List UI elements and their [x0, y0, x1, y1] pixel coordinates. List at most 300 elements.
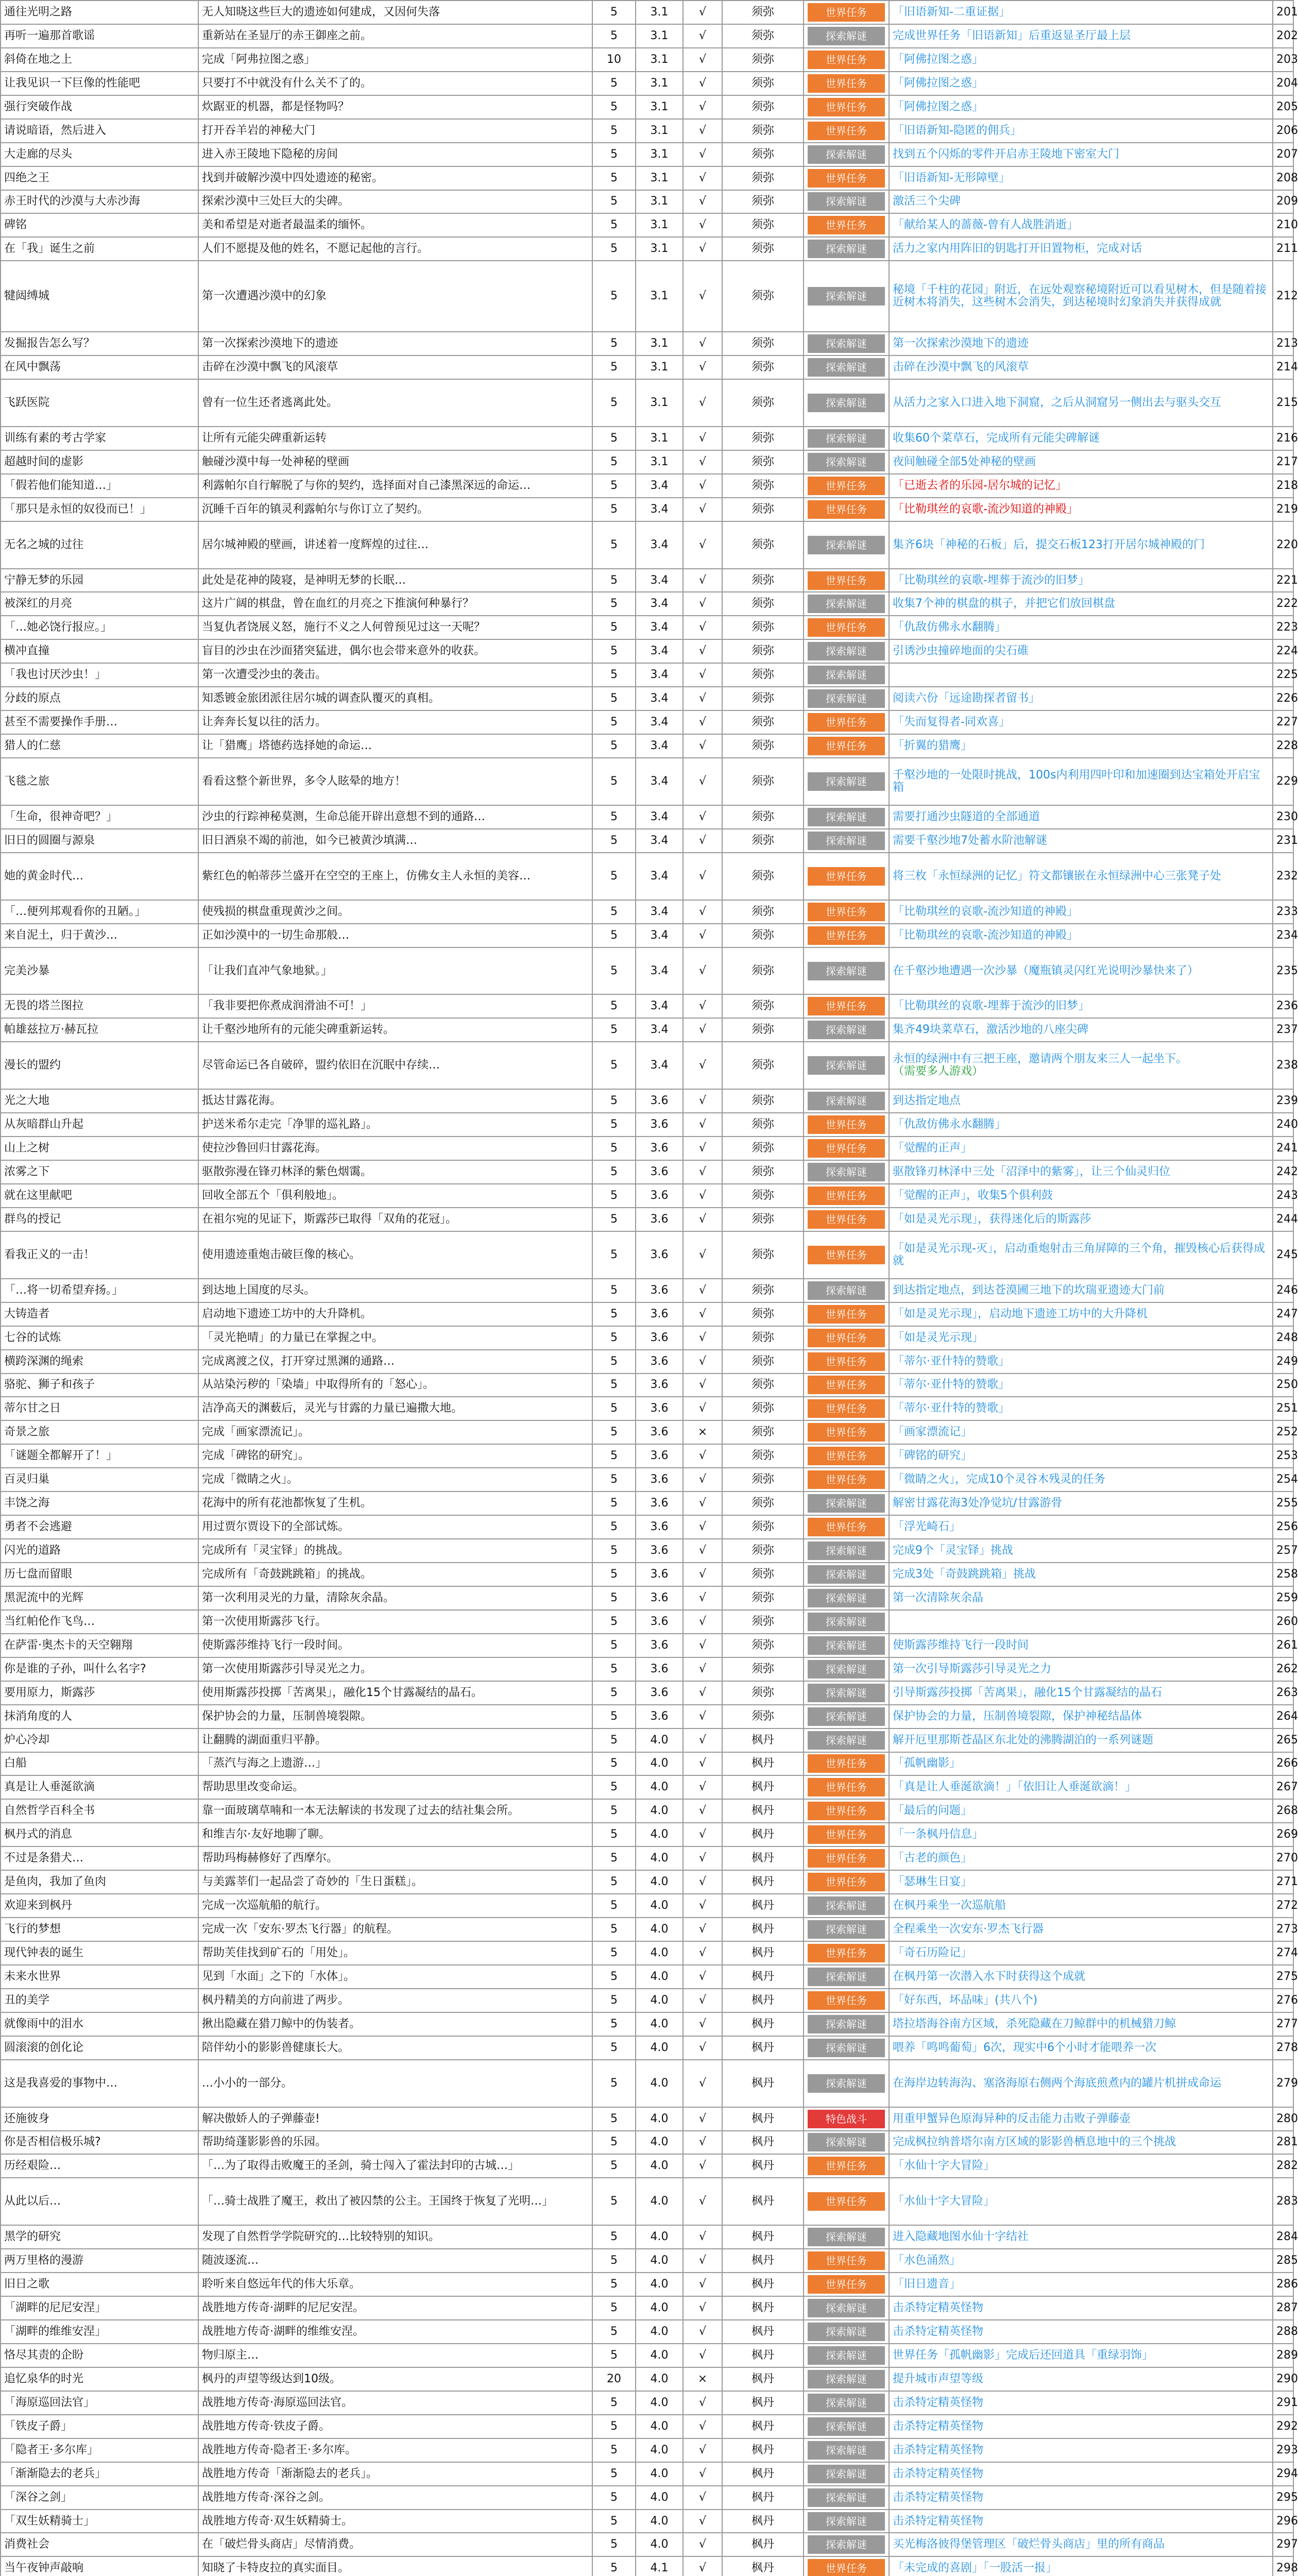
completion-hint-cell: [889, 474, 1273, 498]
achievement-description: 盲目的沙虫在沙面猪突猛进，偶尔也会带来意外的收获。: [198, 639, 592, 663]
achievement-description: 发现了自然哲学学院研究的…比较特别的知识。: [198, 2225, 592, 2249]
completion-mark: √: [683, 1563, 722, 1586]
region-name: 须弥: [722, 1539, 804, 1563]
achievement-description: 打开吞羊岩的神秘大门: [198, 119, 592, 143]
achievement-description: 美和希望是对逝者最温柔的缅怀。: [198, 213, 592, 237]
achievement-description: 帮助玛梅赫修好了西摩尔。: [198, 1846, 592, 1870]
category-badge: 世界任务: [808, 1991, 885, 2010]
game-version: 4.0: [636, 2391, 683, 2415]
achievement-name: 再听一遍那首歌谣: [1, 24, 198, 48]
achievement-description: 让奔奔长复以往的活力。: [198, 710, 592, 734]
category-cell: [804, 2391, 889, 2415]
achievement-name: 无名之城的过往: [1, 521, 198, 569]
completion-hint-cell: [889, 190, 1273, 214]
completion-hint: 完成枫拉纳普塔尔南方区域的影影兽栖息地中的三个挑战: [893, 2136, 1176, 2149]
primogem-count: 5: [592, 1870, 636, 1894]
achievement-description: 击碎在沙漠中飘飞的风滚草: [198, 355, 592, 379]
completion-mark: √: [683, 805, 722, 829]
primogem-count: 5: [592, 1515, 636, 1539]
region-name: 须弥: [722, 1231, 804, 1279]
region-name: 枫丹: [722, 2249, 804, 2273]
row-index: 240: [1273, 1113, 1293, 1137]
achievement-name: 「生命，很神奇吧？」: [1, 805, 198, 829]
region-name: 须弥: [722, 474, 804, 498]
category-cell: [804, 1326, 889, 1350]
completion-hint-cell: [889, 1492, 1273, 1515]
primogem-count: 5: [592, 1397, 636, 1420]
category-badge: 探索解谜: [808, 1731, 885, 1750]
category-cell: [804, 2225, 889, 2249]
game-version: 3.4: [636, 498, 683, 521]
region-name: 须弥: [722, 1374, 804, 1397]
achievement-name: 自然哲学百科全书: [1, 1799, 198, 1823]
completion-mark: √: [683, 2344, 722, 2367]
game-version: 3.1: [636, 48, 683, 72]
category-badge: 探索解谜: [808, 2133, 885, 2151]
achievement-name: 你是否相信极乐城?: [1, 2131, 198, 2155]
achievement-row: [1, 2367, 1293, 2391]
achievement-name: 当红帕伦作飞鸟…: [1, 1610, 198, 1634]
achievement-row: [1, 2296, 1293, 2320]
row-index: 209: [1273, 190, 1293, 214]
category-badge: 探索解谜: [808, 2512, 885, 2531]
category-badge: 探索解谜: [808, 1021, 885, 1039]
achievement-name: 群鸟的授记: [1, 1208, 198, 1231]
completion-hint: 喂养「鸣鸣葡萄」6次，现实中6个小时才能喂养一次: [893, 2041, 1156, 2054]
row-index: 223: [1273, 616, 1293, 639]
achievement-row: [1, 2012, 1293, 2036]
completion-mark: √: [683, 1231, 722, 1279]
game-version: 4.0: [636, 2107, 683, 2131]
category-badge: 探索解谜: [808, 832, 885, 850]
achievement-name: 蒂尔甘之日: [1, 1397, 198, 1420]
completion-mark: √: [683, 2225, 722, 2249]
row-index: 291: [1273, 2391, 1293, 2415]
achievement-row: [1, 1894, 1293, 1918]
completion-hint: 解密甘露花海3处净觉坑/甘露游骨: [893, 1497, 1063, 1510]
primogem-count: 5: [592, 616, 636, 639]
game-version: 3.1: [636, 450, 683, 474]
completion-hint: 需要千壑沙地7处蓄水阶池解谜: [893, 834, 1047, 847]
region-name: 须弥: [722, 213, 804, 237]
achievement-description: 战胜地方传奇·湖畔的维维安涅。: [198, 2320, 592, 2344]
achievement-row: [1, 1492, 1293, 1515]
game-version: 3.6: [636, 1657, 683, 1681]
completion-hint: 买光梅洛彼得堡管理区「破烂骨头商店」里的所有商品: [893, 2538, 1165, 2551]
achievement-description: 第一次使用斯露莎飞行。: [198, 1610, 592, 1634]
completion-hint: 「真是让人垂涎欲滴！」「依旧让人垂涎欲滴！」: [893, 1781, 1137, 1794]
completion-mark: √: [683, 379, 722, 427]
achievement-name: 从此以后…: [1, 2178, 198, 2225]
completion-hint-cell: [889, 2367, 1273, 2391]
achievement-row: [1, 1799, 1293, 1823]
achievement-row: [1, 758, 1293, 805]
row-index: 265: [1273, 1728, 1293, 1752]
game-version: 3.6: [636, 1705, 683, 1728]
achievement-row: [1, 2320, 1293, 2344]
primogem-count: 5: [592, 1705, 636, 1728]
completion-hint-cell: [889, 1539, 1273, 1563]
category-badge: 世界任务: [808, 571, 885, 590]
category-badge: 探索解谜: [808, 1541, 885, 1560]
achievement-description: 使用斯露莎投掷「苦离果」，融化15个甘露凝结的晶石。: [198, 1681, 592, 1705]
completion-mark: √: [683, 1515, 722, 1539]
row-index: 208: [1273, 166, 1293, 190]
category-badge: 世界任务: [808, 903, 885, 921]
category-badge: 探索解谜: [808, 962, 885, 980]
region-name: 须弥: [722, 1444, 804, 1468]
achievement-description: 用过贾尔贾设下的全部试炼。: [198, 1515, 592, 1539]
row-index: 220: [1273, 521, 1293, 569]
completion-hint-cell: [889, 2225, 1273, 2249]
completion-mark: √: [683, 1728, 722, 1752]
region-name: 须弥: [722, 143, 804, 166]
achievement-name: 「…她必饶行报应。」: [1, 616, 198, 639]
completion-hint: 「孤帆幽影」: [893, 1757, 961, 1770]
primogem-count: 5: [592, 2107, 636, 2131]
category-badge: 世界任务: [808, 618, 885, 637]
game-version: 4.0: [636, 1918, 683, 1941]
completion-hint: 「水色涌熬」: [893, 2254, 961, 2267]
game-version: 3.1: [636, 190, 683, 214]
category-cell: [804, 1539, 889, 1563]
category-cell: [804, 1563, 889, 1586]
achievement-name: 两万里格的漫游: [1, 2249, 198, 2273]
completion-mark: √: [683, 1326, 722, 1350]
category-cell: [804, 1184, 889, 1208]
achievement-description: 聆听来自悠远年代的伟大乐章。: [198, 2273, 592, 2296]
achievement-description: 找到并破解沙漠中四处遗迹的秘密。: [198, 166, 592, 190]
region-name: 枫丹: [722, 1989, 804, 2012]
completion-hint-cell: [889, 2273, 1273, 2296]
category-badge: 探索解谜: [808, 334, 885, 353]
achievement-row: [1, 190, 1293, 214]
primogem-count: 5: [592, 72, 636, 95]
completion-hint: 击杀特定精英怪物: [893, 2396, 984, 2409]
achievement-name: 未来水世界: [1, 1965, 198, 1989]
row-index: 213: [1273, 332, 1293, 355]
completion-hint-cell: [889, 2131, 1273, 2155]
region-name: 须弥: [722, 616, 804, 639]
achievement-name: 不过是条猎犬…: [1, 1846, 198, 1870]
primogem-count: 5: [592, 734, 636, 758]
completion-hint-cell: [889, 569, 1273, 592]
achievement-row: [1, 947, 1293, 995]
completion-hint-cell: [889, 2533, 1273, 2556]
category-cell: [804, 1, 889, 24]
completion-hint: 「浮光崎石」: [893, 1520, 961, 1534]
completion-mark: √: [683, 1539, 722, 1563]
achievement-description: 居尔城神殿的壁画，讲述着一度辉煌的过往…: [198, 521, 592, 569]
category-badge: 世界任务: [808, 500, 885, 519]
achievement-description: 完成离渡之仪，打开穿过黑渊的通路…: [198, 1350, 592, 1374]
primogem-count: 5: [592, 2391, 636, 2415]
achievement-name: 就像雨中的泪水: [1, 2012, 198, 2036]
category-badge: 探索解谜: [808, 689, 885, 708]
row-index: 288: [1273, 2320, 1293, 2344]
category-badge: 世界任务: [808, 1447, 885, 1465]
region-name: 须弥: [722, 119, 804, 143]
primogem-count: 5: [592, 1089, 636, 1113]
region-name: 枫丹: [722, 2060, 804, 2107]
completion-hint: 提升城市声望等级: [893, 2372, 984, 2385]
achievement-row: [1, 1089, 1293, 1113]
achievement-description: 帮助思里改变命运。: [198, 1775, 592, 1799]
completion-hint: 千壑沙地的一处限时挑战，100s内利用四叶印和加速圈到达宝箱处开启宝箱: [893, 768, 1260, 794]
completion-mark: √: [683, 1894, 722, 1918]
category-badge: 世界任务: [808, 1329, 885, 1347]
primogem-count: 5: [592, 758, 636, 805]
game-version: 3.4: [636, 1018, 683, 1042]
achievement-row: [1, 1420, 1293, 1444]
achievement-name: 是鱼肉，我加了鱼肉: [1, 1870, 198, 1894]
category-badge: 探索解谜: [808, 536, 885, 554]
completion-hint-cell: [889, 1, 1273, 24]
category-cell: [804, 2060, 889, 2107]
region-name: 枫丹: [722, 1823, 804, 1846]
achievement-name: 圆滚滚的创化论: [1, 2036, 198, 2060]
region-name: 须弥: [722, 758, 804, 805]
game-version: 4.0: [636, 2438, 683, 2462]
achievement-name: 训练有素的考古学家: [1, 427, 198, 450]
row-index: 263: [1273, 1681, 1293, 1705]
achievement-name: 来自泥土，归于黄沙…: [1, 924, 198, 947]
primogem-count: 5: [592, 190, 636, 214]
category-cell: [804, 427, 889, 450]
achievement-name: 在萨雷·奥杰卡的天空翱翔: [1, 1634, 198, 1657]
achievement-description: 「…骑士战胜了魔王，救出了被囚禁的公主。王国终于恢复了光明…」: [198, 2178, 592, 2225]
category-cell: [804, 355, 889, 379]
region-name: 枫丹: [722, 2438, 804, 2462]
achievement-description: 沉睡千百年的镇灵利露帕尔与你订立了契约。: [198, 498, 592, 521]
achievement-row: [1, 1918, 1293, 1941]
achievement-description: 护送米希尔走完「净罪的巡礼路」。: [198, 1113, 592, 1137]
category-cell: [804, 1752, 889, 1776]
completion-mark: √: [683, 190, 722, 214]
category-cell: [804, 2510, 889, 2533]
achievement-row: [1, 1374, 1293, 1397]
completion-hint-cell: [889, 1231, 1273, 1279]
achievement-name: 「湖畔的尼尼安涅」: [1, 2296, 198, 2320]
category-badge: 探索解谜: [808, 2228, 885, 2246]
completion-hint: 「旧语新知-二重证据」: [893, 5, 1010, 19]
completion-hint: 「比勒琪丝的哀歌-流沙知道的神殿」: [893, 502, 1078, 516]
achievement-row: [1, 1965, 1293, 1989]
completion-hint: 活力之家内用阵旧的钥匙打开旧置物柜，完成对话: [893, 242, 1142, 256]
category-cell: [804, 2438, 889, 2462]
primogem-count: 5: [592, 2486, 636, 2510]
primogem-count: 5: [592, 213, 636, 237]
category-cell: [804, 2367, 889, 2391]
primogem-count: 5: [592, 947, 636, 995]
primogem-count: 5: [592, 1610, 636, 1634]
achievement-row: [1, 994, 1293, 1018]
category-badge: 探索解谜: [808, 1613, 885, 1631]
completion-mark: √: [683, 1681, 722, 1705]
completion-hint-cell: [889, 687, 1273, 710]
category-badge: 世界任务: [808, 50, 885, 69]
completion-mark: √: [683, 474, 722, 498]
achievement-name: 请说暗语，然后进入: [1, 119, 198, 143]
region-name: 枫丹: [722, 1775, 804, 1799]
category-badge: 探索解谜: [808, 2394, 885, 2412]
achievement-row: [1, 1042, 1293, 1089]
completion-hint: 第一次引导斯露莎引导灵光之力: [893, 1662, 1052, 1675]
game-version: 3.6: [636, 1113, 683, 1137]
completion-mark: √: [683, 2107, 722, 2131]
primogem-count: 5: [592, 1184, 636, 1208]
completion-hint: 到达指定地点: [893, 1094, 961, 1108]
achievement-description: 解决傲娇人的子弹藤壶!: [198, 2107, 592, 2131]
category-badge: 探索解谜: [808, 287, 885, 306]
achievement-row: [1, 569, 1293, 592]
completion-mark: √: [683, 2178, 722, 2225]
completion-hint-cell: [889, 1018, 1273, 1042]
completion-mark: √: [683, 1113, 722, 1137]
category-badge: 探索解谜: [808, 2417, 885, 2436]
category-cell: [804, 1705, 889, 1728]
achievement-row: [1, 1515, 1293, 1539]
achievement-name: 「…便列邦观看你的丑陋。」: [1, 900, 198, 924]
achievement-description: 只要打不中就没有什么关不了的。: [198, 72, 592, 95]
achievement-description: 「灵光艳晴」的力量已在掌握之中。: [198, 1326, 592, 1350]
completion-hint: 击杀特定精英怪物: [893, 2514, 984, 2528]
achievement-description: 探索沙漠中三处巨大的尖碑。: [198, 190, 592, 214]
achievement-name: 「渐渐隐去的老兵」: [1, 2462, 198, 2486]
completion-mark: √: [683, 1492, 722, 1515]
primogem-count: 5: [592, 2154, 636, 2178]
achievement-name: 枫丹式的消息: [1, 1823, 198, 1846]
achievement-description: 知悉镀金旅团派往居尔城的调查队覆灭的真相。: [198, 687, 592, 710]
achievement-name: 骆驼、狮子和孩子: [1, 1374, 198, 1397]
game-version: 3.4: [636, 687, 683, 710]
row-index: 260: [1273, 1610, 1293, 1634]
achievement-row: [1, 734, 1293, 758]
primogem-count: 5: [592, 1279, 636, 1302]
game-version: 4.0: [636, 2344, 683, 2367]
game-version: 3.1: [636, 427, 683, 450]
completion-hint: 集齐49块菜草石，激活沙地的八座尖碑: [893, 1023, 1088, 1037]
completion-hint-cell: [889, 710, 1273, 734]
achievement-description: 回收全部五个「俱利般地」。: [198, 1184, 592, 1208]
completion-hint: 在千壑沙地遭遇一次沙暴（魔瓶镇灵闪红光说明沙暴快来了）: [893, 964, 1199, 977]
category-badge: 探索解谜: [808, 1968, 885, 1986]
primogem-count: 5: [592, 1846, 636, 1870]
achievement-description: 当复仇者饶展义怒，施行不义之人何曾预见过这一天呢？: [198, 616, 592, 639]
completion-hint-cell: [889, 1705, 1273, 1728]
row-index: 206: [1273, 119, 1293, 143]
completion-mark: √: [683, 853, 722, 900]
completion-hint-cell: [889, 1208, 1273, 1231]
achievement-description: 人们不愿提及他的姓名，不愿记起他的言行。: [198, 237, 592, 261]
achievement-row: [1, 2273, 1293, 2296]
category-cell: [804, 687, 889, 710]
category-badge: 世界任务: [808, 1873, 885, 1891]
completion-mark: √: [683, 521, 722, 569]
achievement-description: 「蒸汽与海之上遗游…」: [198, 1752, 592, 1776]
completion-hint: 引导斯露莎投掷「苦离果」，融化15个甘露凝结的晶石: [893, 1686, 1162, 1699]
completion-mark: √: [683, 663, 722, 687]
row-index: 212: [1273, 261, 1293, 332]
game-version: 4.0: [636, 2486, 683, 2510]
region-name: 枫丹: [722, 2178, 804, 2225]
achievement-row: [1, 1350, 1293, 1374]
completion-hint: 「觉醒的正声」: [893, 1142, 972, 1155]
game-version: 3.6: [636, 1326, 683, 1350]
region-name: 须弥: [722, 355, 804, 379]
completion-hint: 「微睛之火」，完成10个灵谷木残灵的任务: [893, 1473, 1105, 1486]
game-version: 4.0: [636, 2415, 683, 2438]
completion-mark: ×: [683, 1420, 722, 1444]
category-badge: 探索解谜: [808, 642, 885, 660]
row-index: 210: [1273, 213, 1293, 237]
completion-hint: 收集7个神的棋盘的棋子，并把它们放回棋盘: [893, 597, 1115, 611]
achievement-name: 还施彼身: [1, 2107, 198, 2131]
primogem-count: 5: [592, 119, 636, 143]
category-cell: [804, 237, 889, 261]
primogem-count: 5: [592, 2012, 636, 2036]
completion-mark: √: [683, 2131, 722, 2155]
category-cell: [804, 1775, 889, 1799]
achievement-description: 战胜地方传奇·铁皮子爵。: [198, 2415, 592, 2438]
category-cell: [804, 450, 889, 474]
achievement-description: 让「猎鹰」塔德药选择她的命运…: [198, 734, 592, 758]
achievement-row: [1, 1705, 1293, 1728]
category-badge: 世界任务: [808, 1210, 885, 1229]
completion-hint-cell: [889, 1965, 1273, 1989]
achievement-name: 大走廊的尽头: [1, 143, 198, 166]
category-badge: 世界任务: [808, 98, 885, 116]
achievement-name: 就在这里献吧: [1, 1184, 198, 1208]
completion-mark: √: [683, 687, 722, 710]
region-name: 须弥: [722, 1326, 804, 1350]
completion-mark: √: [683, 1657, 722, 1681]
completion-hint: 解开厄里那斯苍晶区东北处的沸腾湖泊的一系列谜题: [893, 1733, 1154, 1747]
region-name: 须弥: [722, 1397, 804, 1420]
completion-hint-cell: [889, 1302, 1273, 1326]
game-version: 4.0: [636, 2533, 683, 2556]
achievement-row: [1, 72, 1293, 95]
completion-mark: √: [683, 427, 722, 450]
game-version: 4.0: [636, 1894, 683, 1918]
completion-hint-cell: [889, 2178, 1273, 2225]
achievement-description: 正如沙漠中的一切生命那般…: [198, 924, 592, 947]
achievement-row: [1, 1160, 1293, 1184]
completion-hint-cell: [889, 1823, 1273, 1846]
achievement-description: 进入赤王陵地下隐秘的房间: [198, 143, 592, 166]
region-name: 须弥: [722, 829, 804, 853]
completion-mark: √: [683, 1775, 722, 1799]
achievement-row: [1, 1397, 1293, 1420]
game-version: 3.6: [636, 1302, 683, 1326]
category-cell: [804, 261, 889, 332]
category-badge: 世界任务: [808, 1246, 885, 1264]
region-name: 枫丹: [722, 2510, 804, 2533]
completion-hint: 击杀特定精英怪物: [893, 2325, 984, 2338]
completion-hint-cell: [889, 2486, 1273, 2510]
game-version: 4.0: [636, 1823, 683, 1846]
game-version: 3.1: [636, 379, 683, 427]
primogem-count: 5: [592, 805, 636, 829]
achievement-name: 光之大地: [1, 1089, 198, 1113]
completion-mark: √: [683, 2462, 722, 2486]
row-index: 261: [1273, 1634, 1293, 1657]
category-cell: [804, 2344, 889, 2367]
achievement-row: [1, 143, 1293, 166]
category-badge: 探索解谜: [808, 27, 885, 45]
achievement-row: [1, 2131, 1293, 2155]
category-cell: [804, 1279, 889, 1302]
